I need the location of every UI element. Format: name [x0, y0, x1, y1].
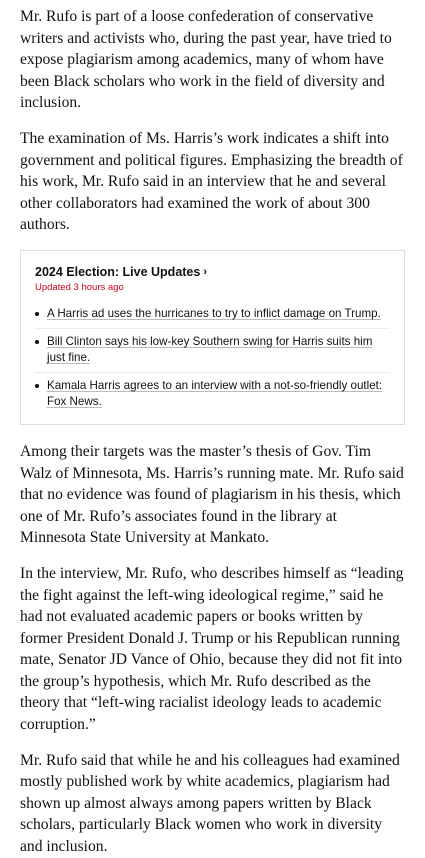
- paragraph: Among their targets was the master’s thesis of Gov. Tim Walz of Minnesota, Ms. Harris’s running mate. Mr. Rufo said that no evidence was found of plagiarism in his thesis, which one of Mr. Rufo’s associates found in the library at Minnesota State University at Mankato.: [20, 442, 404, 547]
- live-updates-title-link[interactable]: [35, 265, 390, 279]
- live-updates-module: [20, 250, 405, 425]
- paragraph: In the interview, Mr. Rufo, who describes himself as “leading the fight against the left-wing ideological regime,” said he had not evaluated academic papers or books written by former President Donald J. Trump or his Republican running mate, Senator JD Vance of Ohio, because they did not fit into the group’s hypothesis, which Mr. Rufo described as the theory that “left-wing racialist ideology leads to academic corruption.”: [20, 564, 404, 734]
- paragraph: Mr. Rufo said that while he and his colleagues had examined mostly published work by white academics, plagiarism had shown up almost always among papers written by Black scholars, particularly Black women who work in diversity and inclusion.: [20, 751, 400, 856]
- bullet-icon: [35, 384, 39, 388]
- live-updates-list: [35, 301, 390, 416]
- paragraph: Mr. Rufo is part of a loose confederation of conservative writers and activists who, during the past year, have tried to expose plagiarism among academics, many of whom have been Black scholars who work in the field of diversity and inclusion.: [20, 8, 392, 112]
- updated-timestamp: Updated 3 hours ago: [35, 281, 124, 293]
- paragraph: The examination of Ms. Harris’s work indicates a shift into government and political figures. Emphasizing the breadth of his work, Mr. Rufo said in an interview that he and several other collaborators had examined the work of about 300 authors.: [20, 129, 403, 234]
- bullet-icon: [35, 312, 39, 316]
- live-update-link[interactable]: Bill Clinton says his low-key Southern swing for Harris suits him just fine.: [47, 334, 373, 364]
- live-update-link[interactable]: A Harris ad uses the hurricanes to try to inflict damage on Trump.: [47, 306, 381, 320]
- live-update-item[interactable]: [35, 328, 390, 372]
- bullet-icon: [35, 340, 39, 344]
- live-update-link[interactable]: Kamala Harris agrees to an interview with a not-so-friendly outlet: Fox News.: [47, 378, 383, 408]
- live-update-item[interactable]: [35, 301, 390, 328]
- live-updates-title: 2024 Election: Live Updates: [35, 264, 201, 279]
- live-update-item[interactable]: [35, 372, 390, 416]
- chevron-right-icon: ›: [203, 265, 208, 278]
